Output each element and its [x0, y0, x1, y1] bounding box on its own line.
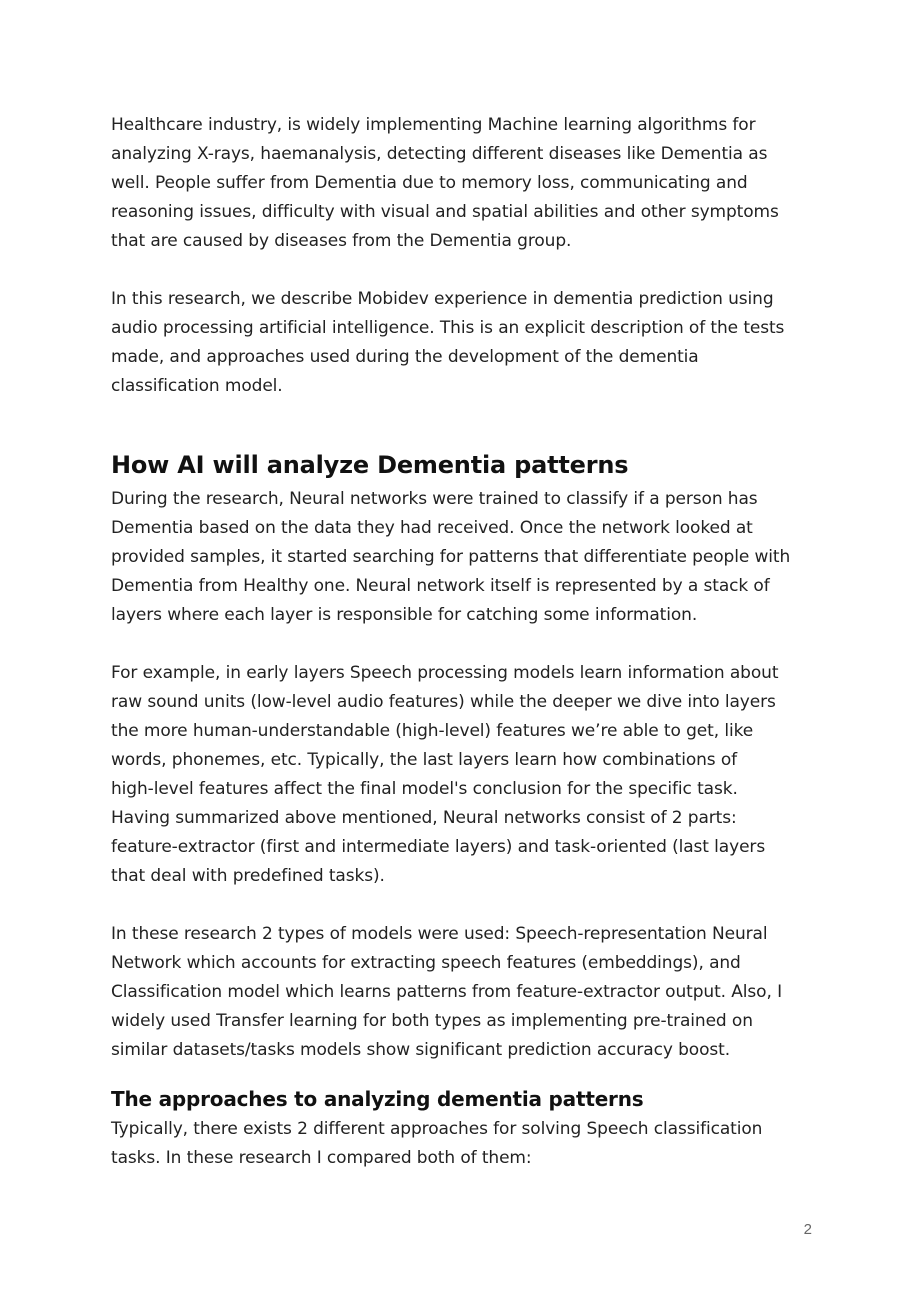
section-heading-analyze: How AI will analyze Dementia patterns: [111, 451, 629, 479]
paragraph-model-types: In these research 2 types of models were used: Speech-representation Neural Network which accounts for extracting speech features (embeddings), and Classification model which learns patterns from feature-extractor output. Also, I widely used Transfer learning for both types as implementing pre-trained on similar datasets/tasks models show significant prediction accuracy boost.: [111, 924, 782, 1060]
paragraph-layers-example: For example, in early layers Speech processing models learn information about raw sound units (low-level audio features) while the deeper we dive into layers the more human-understandable (high-level) features we’re able to get, like words, phonemes, etc. Typically, the last layers learn how combinations of high-level features affect the final model's conclusion for the specific task. Having summarized above mentioned, Neural networks consist of 2 parts: feature-extractor (first and intermediate layers) and task-oriented (last layers that deal with predefined tasks).: [111, 663, 779, 886]
page-number: 2: [803, 1221, 812, 1238]
paragraph-neural-networks: During the research, Neural networks were trained to classify if a person has Dementia based on the data they had received. Once the network looked at provided samples, it started searching for patterns that differentiate people with Dementia from Healthy one. Neural network itself is represented by a stack of layers where each layer is responsible for catching some information.: [111, 489, 791, 625]
paragraph-approaches: Typically, there exists 2 different approaches for solving Speech classification tasks. In these research I compared both of them:: [111, 1119, 763, 1168]
subsection-heading-approaches: The approaches to analyzing dementia patterns: [111, 1087, 644, 1111]
intro-paragraph-research: In this research, we describe Mobidev experience in dementia prediction using audio processing artificial intelligence. This is an explicit description of the tests made, and approaches used during the development of the dementia classification model.: [111, 289, 785, 396]
intro-paragraph-healthcare: Healthcare industry, is widely implementing Machine learning algorithms for analyzing X-rays, haemanalysis, detecting different diseases like Dementia as well. People suffer from Dementia due to memory loss, communicating and reasoning issues, difficulty with visual and spatial abilities and other symptoms that are caused by diseases from the Dementia group.: [111, 115, 779, 251]
document-page: [111, 111, 811, 1173]
